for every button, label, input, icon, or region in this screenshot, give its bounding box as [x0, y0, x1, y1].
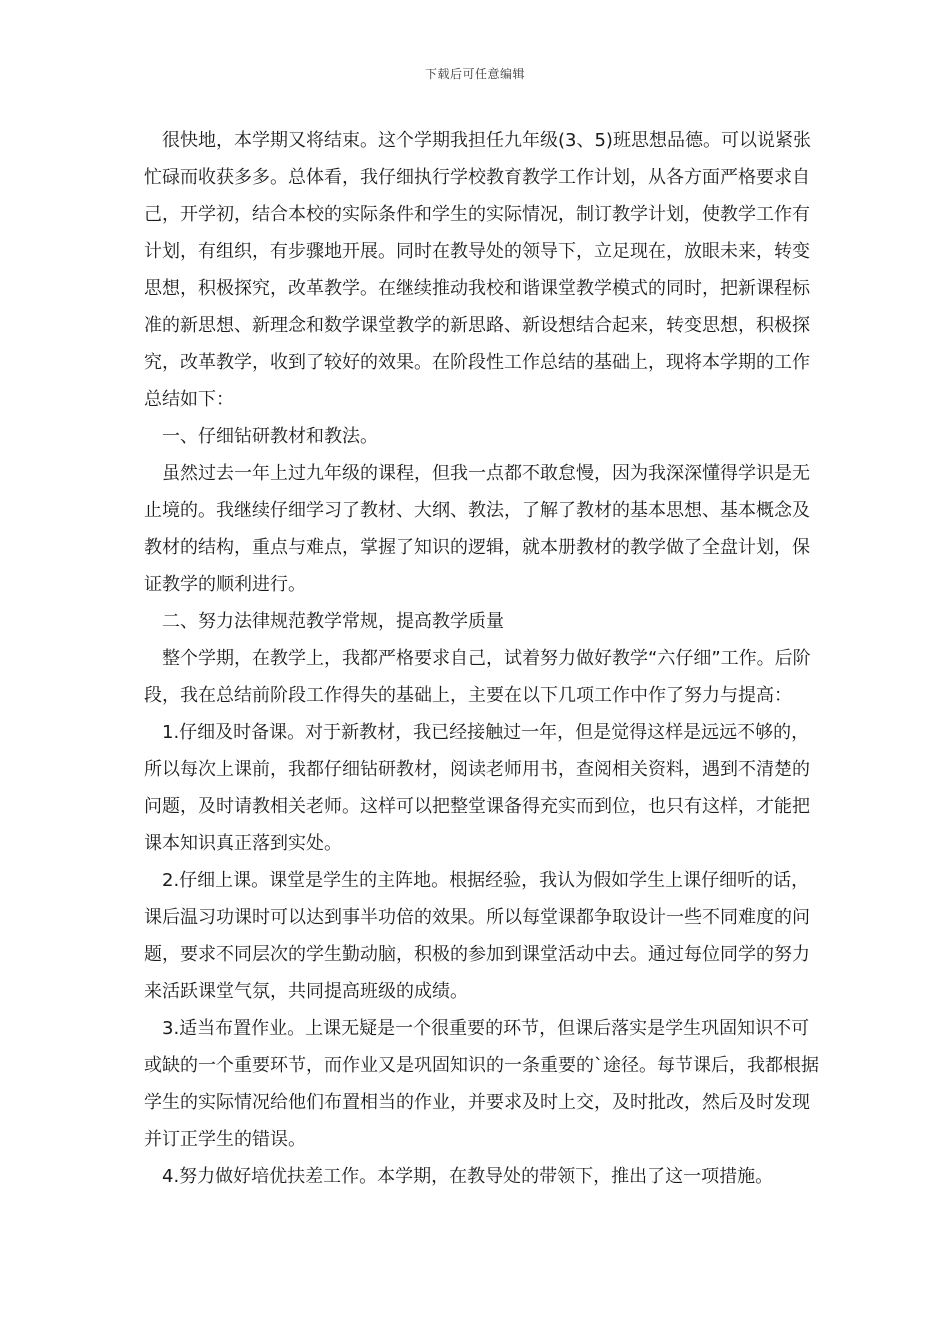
section-1-paragraph: 虽然过去一年上过九年级的课程，但我一点都不敢怠慢，因为我深深懂得学识是无止境的。我继续仔细学习了教材、大纲、教法，了解了教材的基本思想、基本概念及教材的结构，重点与难点，掌握了知识的逻辑，就本册教材的教学做了全盘计划，保证教学的顺利进行。: [144, 463, 810, 595]
section-2-paragraph: 整个学期，在教学上，我都严格要求自己，试着努力做好教学“六仔细”工作。后阶段，我在总结前阶段工作得失的基础上，主要在以下几项工作中作了努力与提高：: [144, 648, 811, 706]
section-heading-2: 二、努力法律规范教学常规，提高教学质量: [162, 611, 504, 632]
section-heading-1: 一、仔细钻研教材和教法。: [162, 426, 378, 447]
list-item-1: 1.仔细及时备课。对于新教材，我已经接触过一年，但是觉得这样是远远不够的，所以每次上课前，我都仔细钻研教材，阅读老师用书，查阅相关资料，遇到不清楚的问题，及时请教相关老师。这样可以把整堂课备得充实而到位，也只有这样，才能把课本知识真正落到实处。: [144, 722, 810, 854]
list-item-3: 3.适当布置作业。上课无疑是一个很重要的环节，但课后落实是学生巩固知识不可或缺的一个重要环节，而作业又是巩固知识的一条重要的`途径。每节课后，我都根据学生的实际情况给他们布置相当的作业，并要求及时上交，及时批改，然后及时发现并订正学生的错误。: [144, 1018, 819, 1150]
page-header: 下载后可任意编辑: [424, 67, 525, 81]
list-item-4: 4.努力做好培优扶差工作。本学期，在教导处的带领下，推出了这一项措施。: [162, 1166, 774, 1187]
document-body: [144, 122, 824, 1195]
intro-paragraph: 很快地，本学期又将结束。这个学期我担任九年级(3、5)班思想品德。可以说紧张忙碌而收获多多。总体看，我仔细执行学校教育教学工作计划，从各方面严格要求自己，开学初，结合本校的实际条件和学生的实际情况，制订教学计划，使教学工作有计划，有组织，有步骤地开展。同时在教导处的领导下，立足现在，放眼未来，转变思想，积极探究，改革教学。在继续推动我校和谐课堂教学模式的同时，把新课程标准的新思想、新理念和数学课堂教学的新思路、新设想结合起来，转变思想，积极探究，改革教学，收到了较好的效果。在阶段性工作总结的基础上，现将本学期的工作总结如下：: [144, 130, 811, 410]
list-item-2: 2.仔细上课。课堂是学生的主阵地。根据经验，我认为假如学生上课仔细听的话，课后温习功课时可以达到事半功倍的效果。所以每堂课都争取设计一些不同难度的问题，要求不同层次的学生勤动脑，积极的参加到课堂活动中去。通过每位同学的努力来活跃课堂气氛，共同提高班级的成绩。: [144, 870, 810, 1002]
